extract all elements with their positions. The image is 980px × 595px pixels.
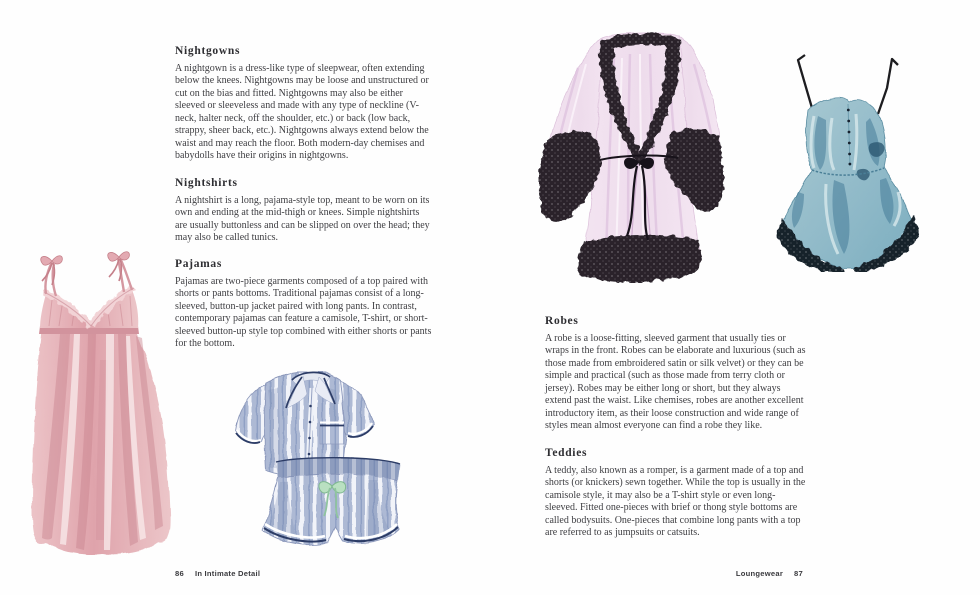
section-nightshirts [175, 177, 434, 245]
section-body: A nightshirt is a long, pajama-style top, meant to be worn on its own and ending at the mid-thigh or knees. Simple nightshirts are usually buttonless and can be slipped on over the head; they may also be called tunics. [175, 195, 430, 244]
section-teddies [545, 447, 807, 540]
footer-right [545, 569, 803, 578]
chapter-title: Loungewear [735, 569, 784, 578]
section-pajamas [175, 258, 434, 351]
section-body: A robe is a loose-fitting, sleeved garment that usually ties or wraps in the front. Robes can be elaborate and luxurious (such as those made from embroidered satin or silk velvet) or they can be simple and practical (such as those made from terry cloth or jersey). Robes may be either long or short, but they always extend past the waist. Like chemises, robes are another excellent introductory item, as their loose construction and wide range of styles mean almost everyone can find a robe they like. [545, 333, 806, 432]
section-robes [545, 315, 807, 433]
section-heading: Nightshirts [175, 177, 238, 189]
section-heading: Pajamas [175, 258, 223, 270]
page-number: 87 [794, 569, 803, 578]
lace-hem [578, 235, 702, 283]
teddy-illustration [774, 52, 920, 272]
pajamas-illustration [228, 370, 406, 546]
section-heading: Robes [545, 315, 579, 327]
footer-left [175, 569, 260, 578]
robe-illustration [538, 28, 726, 283]
section-body: Pajamas are two-piece garments composed of a top paired with shorts or pants bottoms. Traditional pajamas consist of a long-sleeved, button-up jacket paired with long pants. In contrast, contemporary pajamas can feature a camisole, T-shirt, or short-sleeved button-up style top combined with either shorts or pants for the bottom. [175, 276, 432, 350]
book-title: In Intimate Detail [194, 569, 261, 578]
section-body: A nightgown is a dress-like type of sleepwear, often extending below the knees. Nightgowns may be loose and unstructured or cut on the bias and fitted. Nightgowns may also be either sleeved or sleeveless and made with any type of neckline (V-neck, halter neck, off the shoulder, etc.) or back (low back, strappy, sheer back, etc.). Nightgowns always extend below the waist and may reach the floor. Both modern-day chemises and babydolls have their origins in nightgowns. [175, 63, 429, 162]
section-nightgowns [175, 45, 434, 163]
section-body: A teddy, also known as a romper, is a garment made of a top and shorts (or knickers) sewn together. While the top is usually in the camisole style, it may also be a T-shirt style or even long-sleeved. Fitted one-pieces with brief or thong style bottoms are called bodysuits. One-pieces that combine long pants with a top are referred to as jumpsuits or catsuits. [545, 465, 806, 539]
page-number: 86 [175, 569, 184, 578]
section-heading: Nightgowns [175, 45, 241, 57]
section-heading: Teddies [545, 447, 588, 459]
nightgown-illustration [30, 250, 172, 560]
